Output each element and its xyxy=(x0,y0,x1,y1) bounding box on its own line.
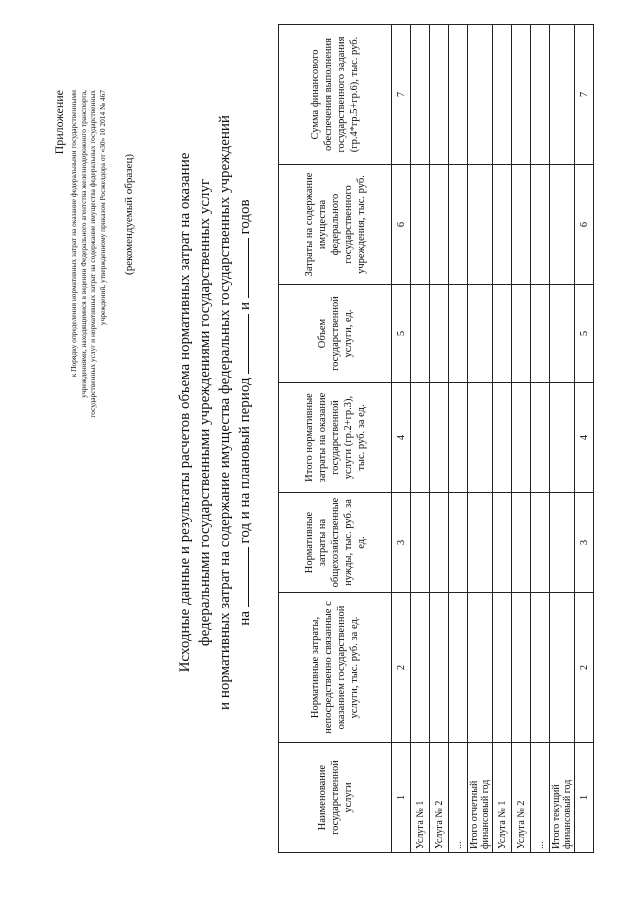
table-cell xyxy=(531,383,550,493)
table-body xyxy=(392,25,594,853)
table-cell xyxy=(449,383,468,493)
table-cell xyxy=(430,383,449,493)
cost-calculation-table xyxy=(278,24,594,853)
table-cell xyxy=(411,593,430,743)
appendix-title: Приложение xyxy=(52,90,66,155)
heading-period-line xyxy=(235,60,255,765)
appendix-line: учреждений, утвержденному приказом Росжелдора от «30» 10 2014 № 467 xyxy=(97,90,107,326)
year-blank xyxy=(236,314,249,374)
table-cell xyxy=(430,165,449,285)
table-cell xyxy=(531,593,550,743)
heading-text: годов xyxy=(237,199,253,235)
column-header: Сумма финансового обеспечения выполнения государственного задания (гр.4*гр.5+гр.6), тыс. руб. xyxy=(279,25,392,165)
table-cell xyxy=(449,493,468,593)
table-cell xyxy=(512,285,531,383)
table-cell xyxy=(531,285,550,383)
table-row xyxy=(468,25,493,853)
heading-line: и нормативных затрат на содержание имущества федеральных государственных учреждений xyxy=(217,115,233,710)
table-cell xyxy=(449,25,468,165)
table-row xyxy=(430,25,449,853)
column-header: Наименование государственной услуги xyxy=(279,743,392,853)
table-cell xyxy=(411,25,430,165)
row-label-cell: Услуга № 1 xyxy=(411,743,430,853)
heading-text: и xyxy=(237,301,253,310)
table-row xyxy=(531,25,550,853)
table-cell xyxy=(468,25,493,165)
column-header: Нормативные затраты на общехозяйственные нужды, тыс. руб. за ед. xyxy=(279,493,392,593)
table-cell: 3 xyxy=(392,493,411,593)
table-cell xyxy=(550,383,575,493)
table-cell: 7 xyxy=(575,25,594,165)
table-cell xyxy=(411,383,430,493)
table-row xyxy=(392,25,411,853)
table-cell: 6 xyxy=(575,165,594,285)
table-cell xyxy=(493,285,512,383)
appendix-block xyxy=(52,90,135,650)
table-cell: 4 xyxy=(575,383,594,493)
table-cell xyxy=(430,493,449,593)
table-row xyxy=(512,25,531,853)
table-cell: 4 xyxy=(392,383,411,493)
table-cell: 2 xyxy=(575,593,594,743)
row-label-cell: Услуга № 1 xyxy=(493,743,512,853)
table-cell xyxy=(411,285,430,383)
heading-line: Исходные данные и результаты расчетов объема нормативных затрат на оказание xyxy=(177,152,193,673)
table-cell xyxy=(512,493,531,593)
table-cell xyxy=(468,383,493,493)
row-label-cell: Услуга № 2 xyxy=(512,743,531,853)
table-cell xyxy=(550,593,575,743)
table-cell xyxy=(430,593,449,743)
table-row xyxy=(550,25,575,853)
document-heading xyxy=(175,60,255,765)
table-cell xyxy=(468,285,493,383)
table-cell xyxy=(550,285,575,383)
table-cell xyxy=(411,493,430,593)
table-cell xyxy=(531,25,550,165)
table-cell xyxy=(493,383,512,493)
heading-line: федеральными государственными учреждениями государственных услуг xyxy=(197,178,213,647)
table-cell xyxy=(493,493,512,593)
table-cell xyxy=(531,493,550,593)
table-cell xyxy=(449,165,468,285)
table-cell: 5 xyxy=(575,285,594,383)
appendix-line: учреждениями, находящимися в ведении Федерального агентства железнодорожного транспорта, xyxy=(78,90,88,398)
table-cell xyxy=(449,593,468,743)
table-cell: 7 xyxy=(392,25,411,165)
table-cell: 6 xyxy=(392,165,411,285)
table-header-row xyxy=(279,25,392,853)
table-cell xyxy=(512,593,531,743)
table-cell: 5 xyxy=(392,285,411,383)
table-cell xyxy=(493,25,512,165)
row-label-cell: Итого отчетный финансовый год xyxy=(468,743,493,853)
table-cell xyxy=(512,165,531,285)
row-label-cell: 1 xyxy=(392,743,411,853)
appendix-line: государственных услуг и нормативных затрат на содержание имущества федеральных государственных xyxy=(88,90,98,418)
table-cell xyxy=(430,285,449,383)
table-cell xyxy=(411,165,430,285)
table-cell xyxy=(449,285,468,383)
row-label-cell: ... xyxy=(449,743,468,853)
column-header: Итого нормативные затраты на оказание государственной услуги (гр.2+гр.3), тыс. руб. за ед. xyxy=(279,383,392,493)
sample-note: (рекомендуемый образец) xyxy=(123,154,136,275)
table-cell xyxy=(550,493,575,593)
table-cell xyxy=(512,25,531,165)
column-header: Объем государственной услуги, ед. xyxy=(279,285,392,383)
appendix-line: к Порядку определения нормативных затрат на оказание федеральными государственными xyxy=(69,90,78,378)
table-row xyxy=(575,25,594,853)
table-cell xyxy=(468,165,493,285)
year-blank xyxy=(236,238,249,298)
table-cell xyxy=(430,25,449,165)
heading-text: год и на плановый период xyxy=(237,377,253,544)
table-cell: 3 xyxy=(575,493,594,593)
table-row xyxy=(449,25,468,853)
row-label-cell: Услуга № 2 xyxy=(430,743,449,853)
row-label-cell: ... xyxy=(531,743,550,853)
column-header: Нормативные затраты, непосредственно связанные с оказанием государственной услуги, тыс. руб. за ед. xyxy=(279,593,392,743)
table-row xyxy=(411,25,430,853)
table-cell xyxy=(512,383,531,493)
table-cell xyxy=(468,493,493,593)
column-header: Затраты на содержание имущества федерального государственного учреждения, тыс. руб. xyxy=(279,165,392,285)
row-label-cell: Итого текущий финансовый год xyxy=(550,743,575,853)
table-row xyxy=(493,25,512,853)
table-cell xyxy=(468,593,493,743)
year-blank xyxy=(236,547,249,607)
table-cell xyxy=(550,25,575,165)
table-cell xyxy=(493,593,512,743)
heading-text: на xyxy=(237,610,253,626)
row-label-cell: 1 xyxy=(575,743,594,853)
table-cell xyxy=(493,165,512,285)
table-cell: 2 xyxy=(392,593,411,743)
table-cell xyxy=(531,165,550,285)
table-cell xyxy=(550,165,575,285)
